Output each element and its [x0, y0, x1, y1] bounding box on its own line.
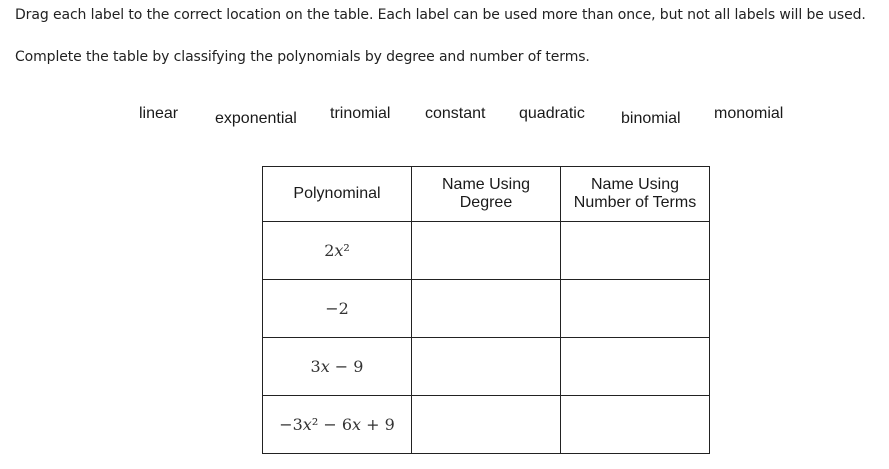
header-degree-line2: Degree [459, 194, 513, 211]
table-row [263, 338, 710, 396]
table-header-row [263, 167, 710, 222]
header-degree-line1: Name Using [441, 176, 531, 193]
degree-drop-zone[interactable] [412, 396, 561, 454]
instruction-complete: Complete the table by classifying the polynomials by degree and number of terms. [15, 49, 590, 65]
polynomial-cell [263, 338, 412, 396]
polynomial-expression: −2 [325, 299, 349, 318]
terms-drop-zone[interactable] [561, 338, 710, 396]
table-row [263, 222, 710, 280]
drag-label-linear[interactable]: linear [139, 105, 179, 122]
drag-label-quadratic[interactable]: quadratic [519, 105, 585, 122]
polynomial-expression: 2𝑥² [324, 241, 350, 260]
header-terms [561, 167, 710, 222]
polynomial-expression: −3𝑥² − 6𝑥 + 9 [279, 415, 395, 434]
polynomial-cell [263, 280, 412, 338]
polynomial-cell [263, 396, 412, 454]
terms-drop-zone[interactable] [561, 396, 710, 454]
header-degree [412, 167, 561, 222]
drag-label-binomial[interactable]: binomial [621, 110, 681, 127]
header-polynomial-label: Polynominal [293, 185, 381, 202]
instruction-drag: Drag each label to the correct location on the table. Each label can be used more than once, but not all labels will be used. [15, 7, 866, 23]
classification-table [262, 166, 710, 454]
degree-drop-zone[interactable] [412, 338, 561, 396]
header-terms-line2: Number of Terms [573, 194, 697, 211]
header-terms-line1: Name Using [590, 176, 680, 193]
drag-label-constant[interactable]: constant [425, 105, 486, 122]
polynomial-expression: 3𝑥 − 9 [310, 357, 364, 376]
drag-label-monomial[interactable]: monomial [714, 105, 784, 122]
terms-drop-zone[interactable] [561, 280, 710, 338]
drag-label-trinomial[interactable]: trinomial [330, 105, 391, 122]
table-row [263, 396, 710, 454]
table-row [263, 280, 710, 338]
polynomial-cell [263, 222, 412, 280]
degree-drop-zone[interactable] [412, 280, 561, 338]
header-polynomial [263, 167, 412, 222]
terms-drop-zone[interactable] [561, 222, 710, 280]
drag-label-exponential[interactable]: exponential [215, 110, 297, 127]
degree-drop-zone[interactable] [412, 222, 561, 280]
